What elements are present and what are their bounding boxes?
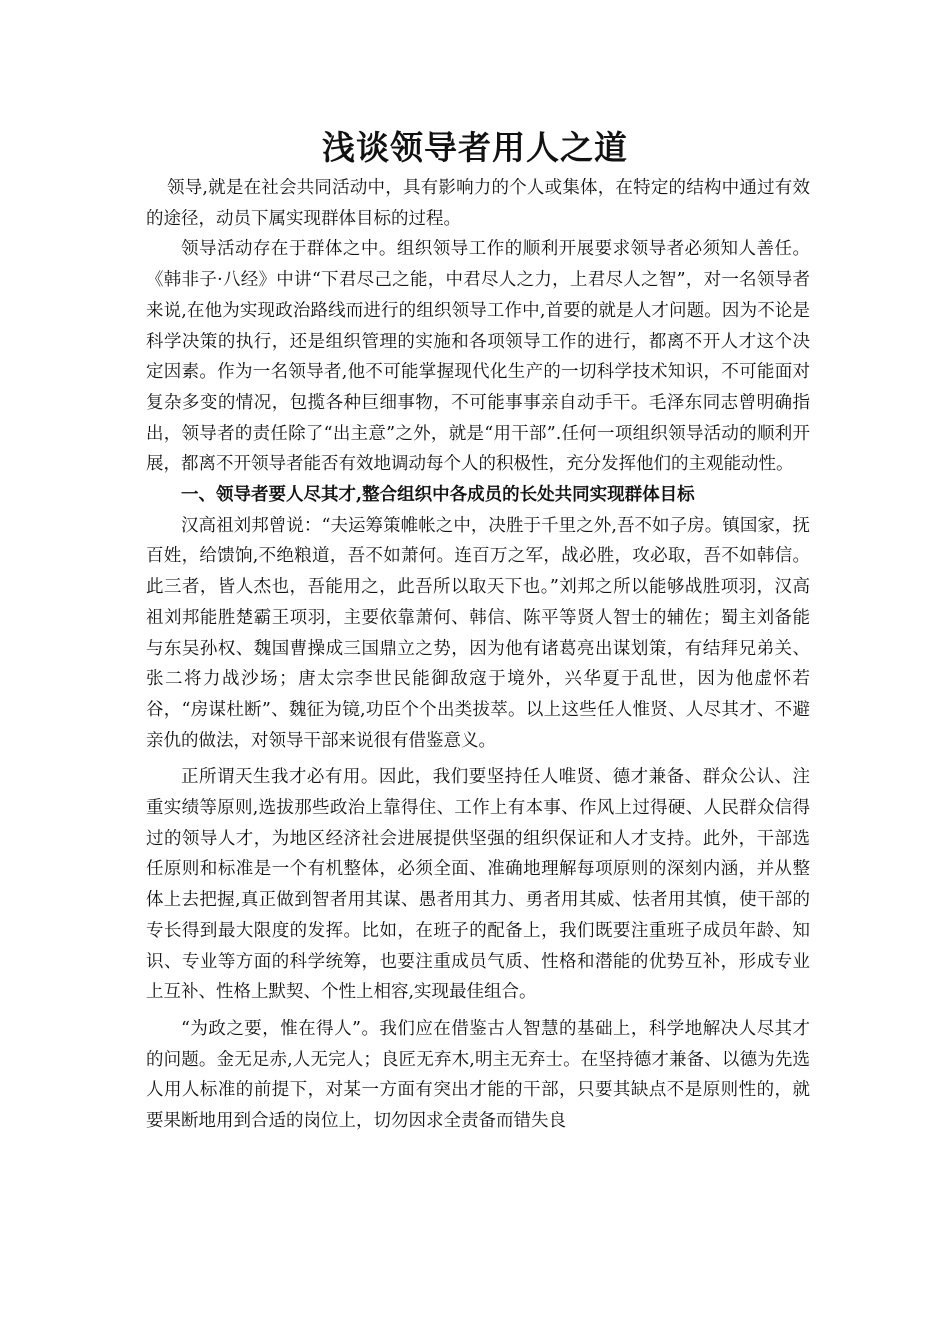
paragraph-principles: 正所谓天生我才必有用。因此，我们要坚持任人唯贤、德才兼备、群众公认、注重实绩等原则,选拔那些政治上靠得住、工作上有本事、作风上过得硬、人民群众信得过的领导人才，为地区经济社会进展提供坚强的组织保证和人才支持。此外，干部选任原则和标准是一个有机整体，必须全面、准确地理解每项原则的深刻内涵，并从整体上去把握,真正做到智者用其谋、愚者用其力、勇者用其威、怯者用其慎，使干部的专长得到最大限度的发挥。比如，在班子的配备上，我们既要注重班子成员年龄、知识、专业等方面的科学统筹，也要注重成员气质、性格和潜能的优势互补，形成专业上互补、性格上默契、个性上相容,实现最佳组合。 — [146, 767, 810, 1003]
document-title: 浅谈领导者用人之道 — [322, 128, 628, 167]
paragraph-historical-examples: 汉高祖刘邦曾说：“夫运筹策帷帐之中，决胜于千里之外,吾不如子房。镇国家，抚百姓，给馈饷,不绝粮道，吾不如萧何。连百万之军，战必胜，攻必取，吾不如韩信。此三者，皆人杰也，吾能用之，此吾所以取天下也。”刘邦之所以能够战胜项羽，汉高祖刘邦能胜楚霸王项羽，主要依靠萧何、韩信、陈平等贤人智士的辅佐；蜀主刘备能与东吴孙权、魏国曹操成三国鼎立之势，因为他有诸葛亮出谋划策，有结拜兄弟关、张二将力战沙场；唐太宗李世民能御敌寇于境外，兴华夏于乱世，因为他虚怀若谷，“房谋杜断”、魏征为镜,功臣个个出类拔萃。以上这些任人惟贤、人尽其才、不避亲仇的做法，对领导干部来说很有借鉴意义。 — [146, 515, 810, 751]
section-heading-1: 一、领导者要人尽其才,整合组织中各成员的长处共同实现群体目标 — [181, 485, 695, 506]
paragraph-leadership-activity: 领导活动存在于群体之中。组织领导工作的顺利开展要求领导者必须知人善任。《韩非子·八经》中讲“下君尽己之能，中君尽人之力，上君尽人之智”，对一名领导者来说,在他为实现政治路线而进行的组织领导工作中,首要的就是人才问题。因为不论是科学决策的执行，还是组织管理的实施和各项领导工作的进行，都离不开人才这个决定因素。作为一名领导者,他不可能掌握现代化生产的一切科学技术知识，不可能面对复杂多变的情况，包揽各种巨细事物，不可能事事亲自动手干。毛泽东同志曾明确指出，领导者的责任除了“出主意”之外，就是“用干部”.任何一项组织领导活动的顺利开展，都离不开领导者能否有效地调动每个人的积极性，充分发挥他们的主观能动性。 — [146, 239, 810, 475]
document-body — [146, 173, 810, 1137]
paragraph-definition: 领导,就是在社会共同活动中，具有影响力的个人或集体，在特定的结构中通过有效的途径，动员下属实现群体目标的过程。 — [146, 178, 810, 229]
paragraph-governance: “为政之要，惟在得人”。我们应在借鉴古人智慧的基础上，科学地解决人尽其才的问题。金无足赤,人无完人；良匠无弃木,明主无弃士。在坚持德才兼备、以德为先选人用人标准的前提下，对某一方面有突出才能的干部，只要其缺点不是原则性的，就要果断地用到合适的岗位上，切勿因求全责备而错失良 — [146, 1018, 810, 1132]
